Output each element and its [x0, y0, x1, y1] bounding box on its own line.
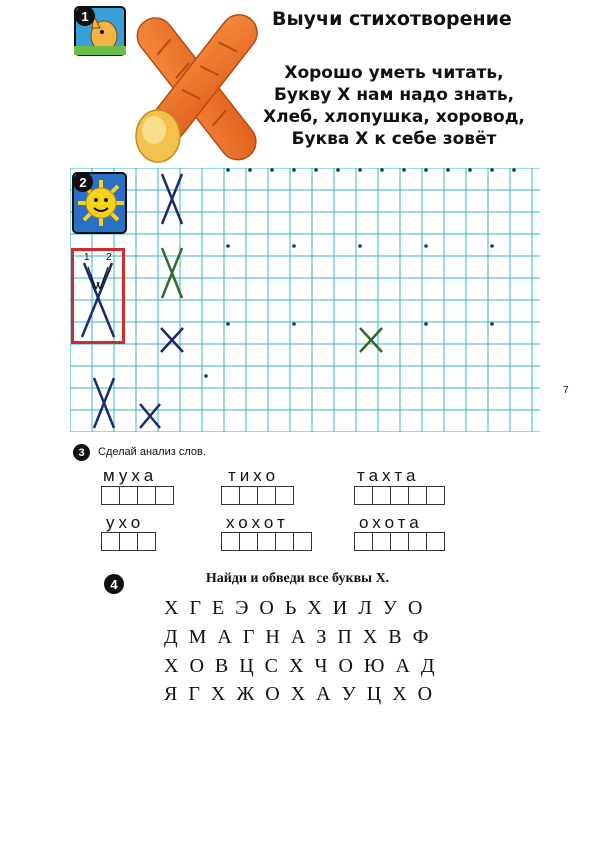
letter-x-large — [162, 174, 182, 224]
letter-x-small-bottom — [140, 404, 160, 428]
word-label: хохот — [226, 513, 289, 532]
letter-boxes[interactable] — [221, 532, 311, 551]
word-label: тихо — [228, 466, 280, 485]
letter-row[interactable]: Х Г Е Э О Ь Х И Л У О — [164, 597, 426, 619]
poem-text — [255, 62, 533, 150]
letter-boxes[interactable] — [354, 532, 444, 551]
word-label: охота — [359, 513, 423, 532]
letter-x-small — [161, 328, 183, 352]
letter-boxes[interactable] — [354, 486, 444, 505]
task4-title: Найди и обведи все буквы Х. — [205, 571, 390, 586]
stroke-label-1: 1 — [84, 252, 90, 263]
word-label: ухо — [106, 513, 145, 532]
bread-letter-x-illustration — [130, 8, 262, 166]
letter-boxes[interactable] — [221, 486, 293, 505]
sample-letters — [70, 168, 540, 432]
task3-badge: 3 — [73, 444, 90, 461]
letter-x-green-small — [360, 328, 382, 352]
task1-badge: 1 — [75, 6, 95, 26]
letter-row[interactable]: Д М А Г Н А З П Х В Ф — [164, 626, 432, 648]
letter-row[interactable]: Я Г Х Ж О Х А У Ц Х О — [164, 683, 436, 705]
word-label: муха — [103, 466, 158, 485]
task1-title: Выучи стихотворение — [272, 8, 512, 30]
poem-line: Хлеб, хлопушка, хоровод, — [263, 107, 525, 127]
task2-badge: 2 — [73, 172, 93, 192]
poem-line: Букву Х нам надо знать, — [273, 85, 515, 105]
letter-boxes[interactable] — [101, 486, 173, 505]
task3-label: Сделай анализ слов. — [98, 446, 206, 458]
stroke-label-2: 2 — [106, 252, 112, 263]
letter-boxes[interactable] — [101, 532, 155, 551]
letter-row[interactable]: Х О В Ц С Х Ч О Ю А Д — [164, 655, 438, 677]
task4-badge: 4 — [104, 574, 124, 594]
letter-x-green — [162, 248, 182, 298]
poem-line: Буква Х к себе зовёт — [291, 129, 497, 149]
word-label: тахта — [357, 466, 420, 485]
task1-section — [0, 0, 595, 165]
poem-line: Хорошо уметь читать, — [284, 63, 504, 83]
page-number: 7 — [563, 385, 569, 396]
letter-x-tall — [94, 378, 114, 428]
